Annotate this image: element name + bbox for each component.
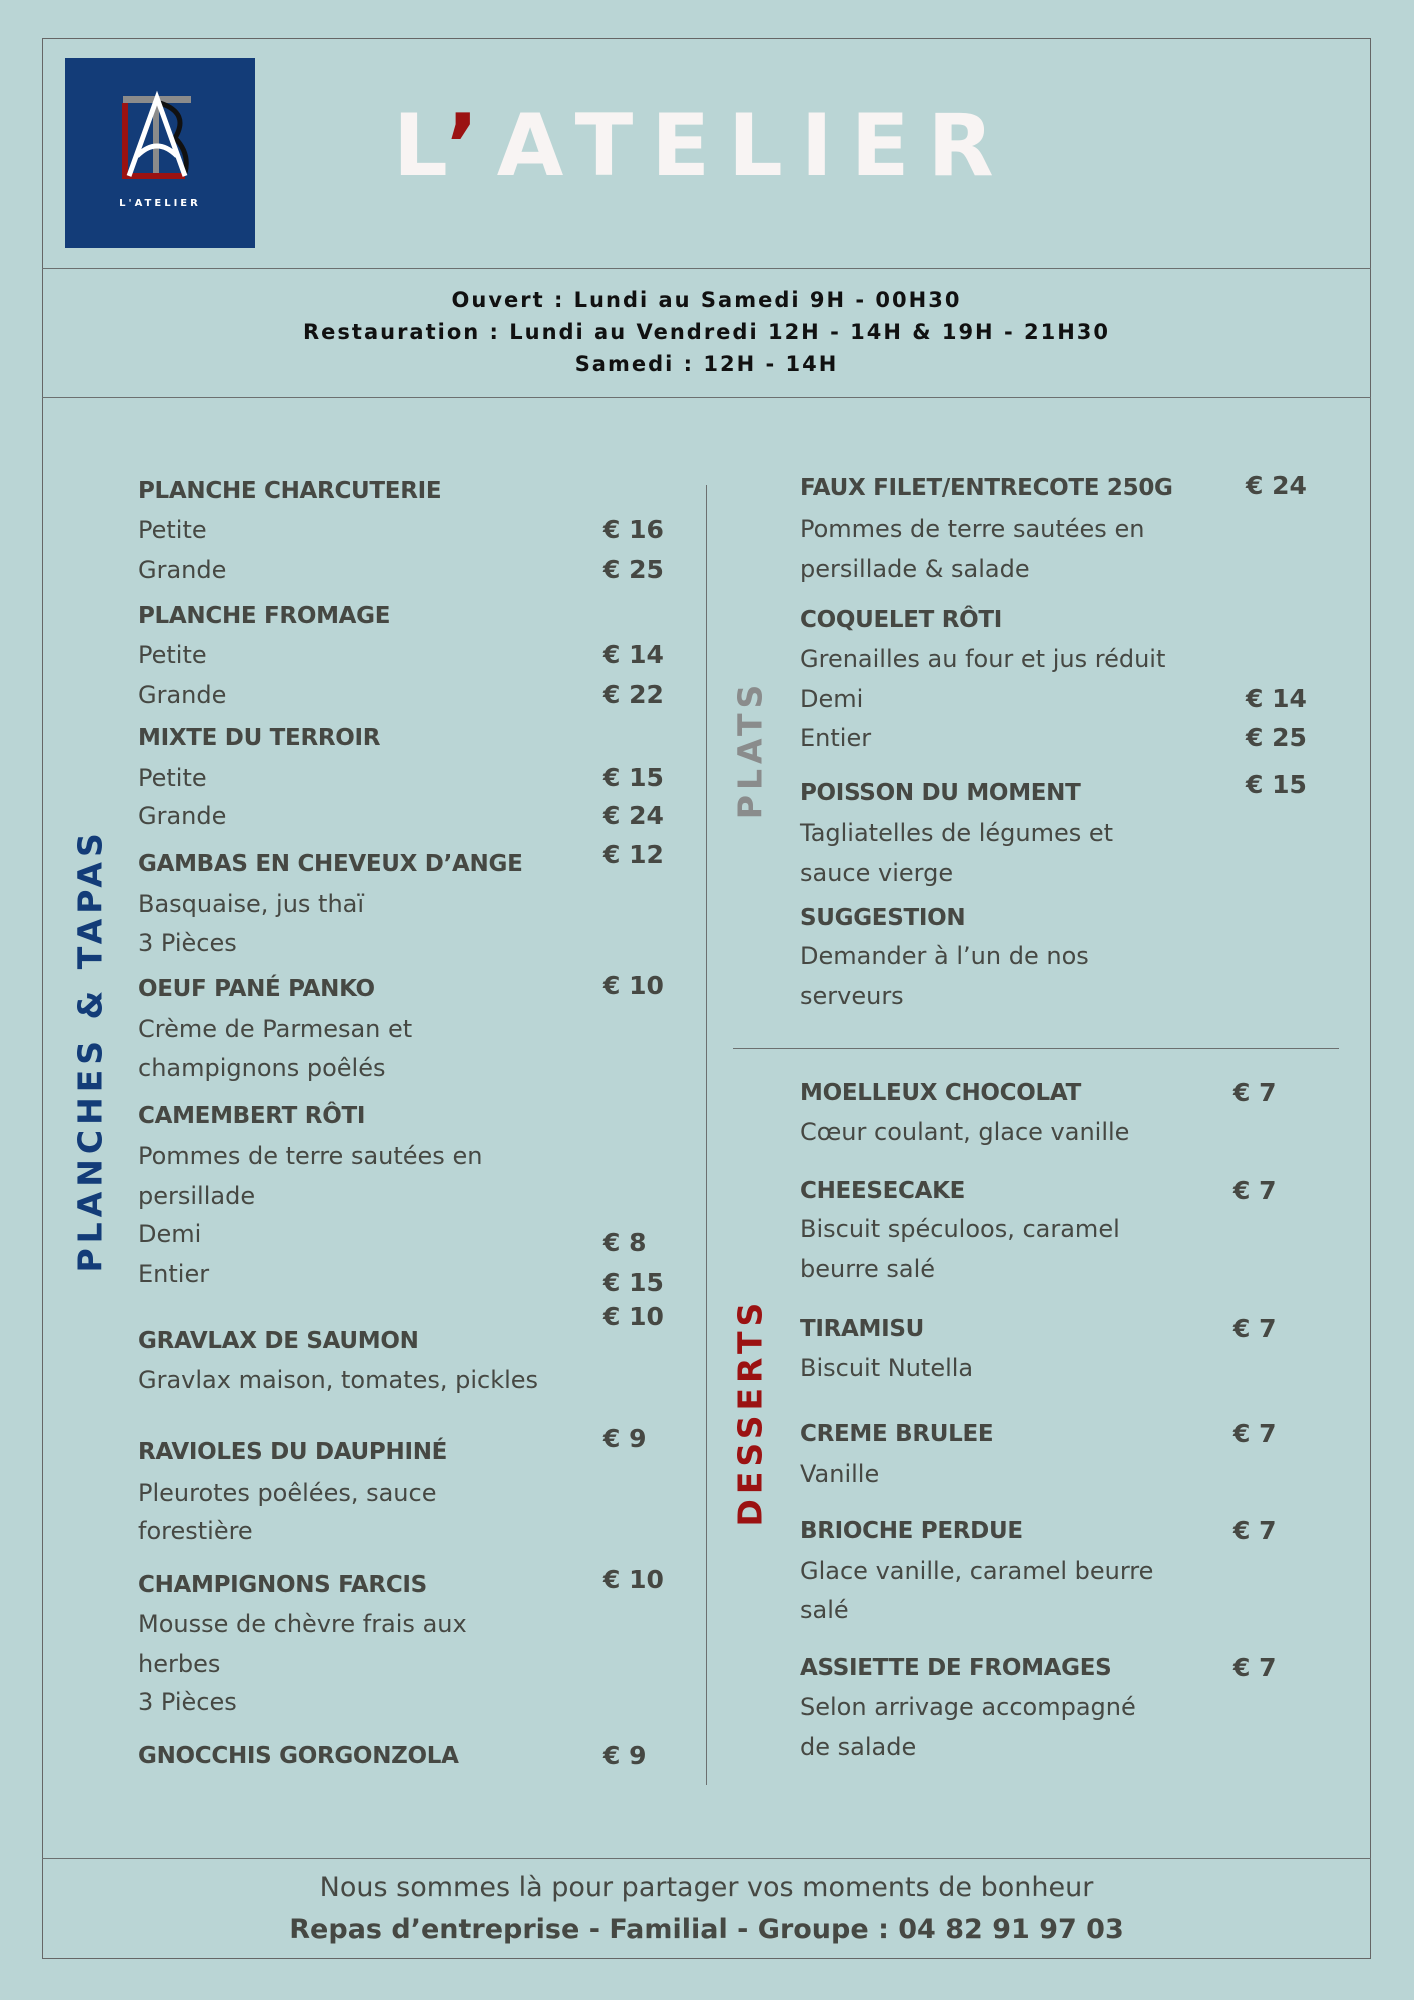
item-price: € 8 xyxy=(603,1228,647,1257)
column-divider xyxy=(706,485,707,1785)
logo xyxy=(65,58,255,248)
item-name: TIRAMISU xyxy=(800,1316,925,1342)
hours-saturday: Samedi : 12H - 14H xyxy=(574,352,839,376)
title-letter: L xyxy=(393,96,447,196)
item-description: serveurs xyxy=(800,982,904,1010)
logo-text: L'ATELIER xyxy=(119,198,201,209)
item-name: CREME BRULEE xyxy=(800,1421,994,1447)
item-price: € 24 xyxy=(1246,471,1307,500)
hours-open: Ouvert : Lundi au Samedi 9H - 00H30 xyxy=(451,288,962,312)
item-name: SUGGESTION xyxy=(800,905,966,931)
item-price: € 15 xyxy=(603,763,664,792)
item-price: € 10 xyxy=(603,1565,664,1594)
item-name: BRIOCHE PERDUE xyxy=(800,1518,1023,1544)
divider xyxy=(42,1858,1371,1859)
item-description: Biscuit spéculoos, caramel xyxy=(800,1215,1120,1243)
item-name: CAMEMBERT RÔTI xyxy=(138,1103,366,1129)
item-price: € 7 xyxy=(1233,1516,1277,1545)
item-description: champignons poêlés xyxy=(138,1054,386,1082)
item-price: € 7 xyxy=(1233,1419,1277,1448)
item-description: Biscuit Nutella xyxy=(800,1354,974,1382)
item-name: PLANCHE CHARCUTERIE xyxy=(138,478,442,504)
item-price: € 7 xyxy=(1233,1653,1277,1682)
item-option: Grande xyxy=(138,556,227,584)
item-description: Grenailles au four et jus réduit xyxy=(800,645,1166,673)
item-name: GAMBAS EN CHEVEUX D’ANGE xyxy=(138,851,523,877)
item-price: € 25 xyxy=(603,555,664,584)
item-name: CHEESECAKE xyxy=(800,1178,966,1204)
item-description: Tagliatelles de légumes et xyxy=(800,819,1114,847)
item-price: € 7 xyxy=(1233,1176,1277,1205)
item-price: € 9 xyxy=(603,1424,647,1453)
item-name: GRAVLAX DE SAUMON xyxy=(138,1328,419,1354)
item-description: beurre salé xyxy=(800,1255,936,1283)
item-description: 3 Pièces xyxy=(138,1688,237,1716)
item-option: Petite xyxy=(138,764,207,792)
item-description: Vanille xyxy=(800,1460,880,1488)
item-name: CHAMPIGNONS FARCIS xyxy=(138,1572,427,1598)
item-option: Entier xyxy=(138,1260,210,1288)
item-description: Cœur coulant, glace vanille xyxy=(800,1118,1130,1146)
item-option: Petite xyxy=(138,516,207,544)
section-planches-tapas: PLANCHES & TAPAS xyxy=(70,828,110,1273)
item-name: RAVIOLES DU DAUPHINÉ xyxy=(138,1439,448,1465)
item-description: 3 Pièces xyxy=(138,929,237,957)
footer-tagline: Nous sommes là pour partager vos moments de bonheur xyxy=(319,1872,1094,1903)
item-price: € 24 xyxy=(603,801,664,830)
item-description: herbes xyxy=(138,1650,221,1678)
title-rest: ATELIER xyxy=(496,96,1012,196)
item-price: € 10 xyxy=(603,1302,664,1331)
title-apostrophe: ’ xyxy=(446,96,497,196)
item-price: € 14 xyxy=(603,640,664,669)
item-price: € 25 xyxy=(1246,723,1307,752)
item-description: salé xyxy=(800,1596,849,1624)
item-description: Selon arrivage accompagné xyxy=(800,1693,1136,1721)
item-option: Demi xyxy=(138,1220,202,1248)
item-name: GNOCCHIS GORGONZOLA xyxy=(138,1743,459,1769)
item-name: MIXTE DU TERROIR xyxy=(138,725,381,751)
item-name: OEUF PANÉ PANKO xyxy=(138,976,375,1002)
item-name: POISSON DU MOMENT xyxy=(800,780,1081,806)
item-description: Pommes de terre sautées en xyxy=(800,515,1145,543)
item-description: Mousse de chèvre frais aux xyxy=(138,1610,467,1638)
divider xyxy=(42,268,1371,269)
item-description: Demander à l’un de nos xyxy=(800,942,1089,970)
item-option: Grande xyxy=(138,681,227,709)
logo-monogram-icon xyxy=(65,58,255,188)
item-name: FAUX FILET/ENTRECOTE 250G xyxy=(800,475,1173,501)
item-description: de salade xyxy=(800,1733,917,1761)
item-price: € 7 xyxy=(1233,1314,1277,1343)
item-price: € 16 xyxy=(603,515,664,544)
item-option: Petite xyxy=(138,641,207,669)
item-option: Entier xyxy=(800,724,872,752)
item-price: € 7 xyxy=(1233,1078,1277,1107)
item-name: PLANCHE FROMAGE xyxy=(138,603,391,629)
footer-contact: Repas d’entreprise - Familial - Groupe : 04 82 91 97 03 xyxy=(289,1914,1124,1945)
item-option: Grande xyxy=(138,802,227,830)
item-option: Demi xyxy=(800,685,864,713)
page-title xyxy=(393,96,1012,196)
item-description: sauce vierge xyxy=(800,859,954,887)
item-description: forestière xyxy=(138,1517,253,1545)
item-price: € 10 xyxy=(603,971,664,1000)
divider xyxy=(733,1048,1339,1049)
section-plats: PLATS xyxy=(730,679,770,820)
item-price: € 15 xyxy=(603,1268,664,1297)
item-name: ASSIETTE DE FROMAGES xyxy=(800,1655,1112,1681)
item-description: Glace vanille, caramel beurre xyxy=(800,1557,1154,1585)
item-description: persillade xyxy=(138,1182,256,1210)
item-price: € 22 xyxy=(603,680,664,709)
item-name: COQUELET RÔTI xyxy=(800,607,1003,633)
item-description: Gravlax maison, tomates, pickles xyxy=(138,1366,539,1394)
hours-restaurant: Restauration : Lundi au Vendredi 12H - 14H & 19H - 21H30 xyxy=(303,320,1110,344)
item-description: Pleurotes poêlées, sauce xyxy=(138,1479,437,1507)
item-price: € 9 xyxy=(603,1741,647,1770)
item-description: Basquaise, jus thaï xyxy=(138,890,365,918)
item-price: € 15 xyxy=(1246,770,1307,799)
item-description: Pommes de terre sautées en xyxy=(138,1142,483,1170)
divider xyxy=(42,397,1371,398)
item-price: € 14 xyxy=(1246,684,1307,713)
item-price: € 12 xyxy=(603,840,664,869)
item-description: Crème de Parmesan et xyxy=(138,1015,413,1043)
section-desserts: DESSERTS xyxy=(730,1297,770,1527)
item-description: persillade & salade xyxy=(800,555,1030,583)
item-name: MOELLEUX CHOCOLAT xyxy=(800,1080,1081,1106)
